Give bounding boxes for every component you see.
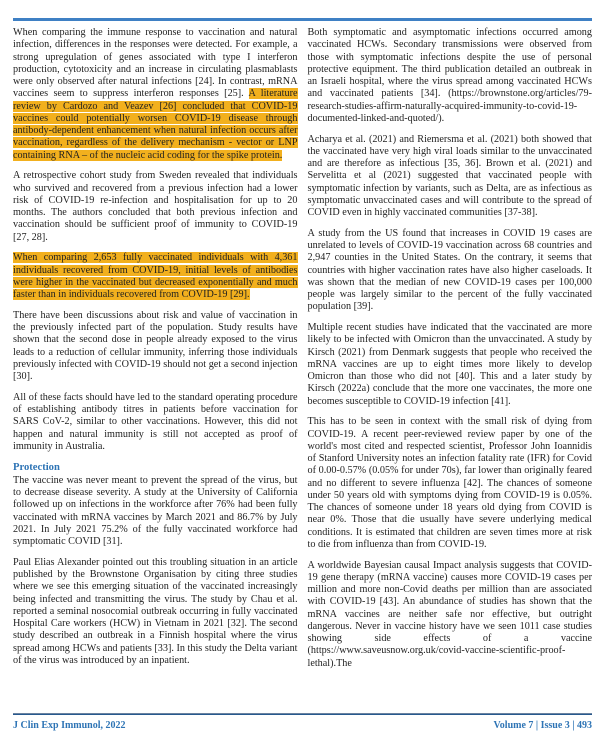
paragraph: Acharya et al. (2021) and Riemersma et al. (2021) both showed that the vaccinated have very high viral loads similar to the unvaccinated and are therefore as infectious [35, 36]. Brown et al. (2021) and Servelitta et al (2021) suggested that vaccinated people with symptomatic infection by variants, such as Delta, are as infectious as symptomatic unvaccinated cases and will contribute to the spread of COVID even in highly vaccinated communities [37-38].: [307, 133, 592, 218]
footer-rule: [13, 713, 592, 716]
paragraph: [13, 27, 298, 162]
highlighted-text: A literature review by Cardozo and Veazev [26] concluded that COVID-19 vaccines could potentially worsen COVID-19 disease through antibody-dependent enhancement when natural infection occurs after vaccination, regardless of the delivery mechanism - vector or LNP containing RNA – of the nucleic acid coding for the spike protein.: [13, 88, 298, 161]
two-column-body: [13, 27, 592, 705]
left-column: [13, 27, 298, 705]
paragraph: This has to be seen in context with the small risk of dying from COVID-19. A recent peer-reviewed review paper by one of the world's most cited and respected scientist, Professor John Ioannidis of Stanford University notes an infection fatality rate (IFR) for Covid of 0.00-0.57% (0.05% for under 70s), far lower than originally feared and no different to severe influenza [42]. The chances of someone under 50 years old with symptoms dying from COVID-19 is 0.05%. The chances of someone under 18 years old dying from COVID is near 0%. Those that die usually have severe underlying medical conditions. It is estimated that children are seven times more at risk to die from influenza than from COVID-19.: [307, 416, 592, 550]
right-column: [308, 27, 593, 705]
paragraph: The vaccine was never meant to prevent the spread of the virus, but to decrease disease severity. A study at the University of California followed up on infections in the workforce after 76% had been fully vaccinated with mRNA vaccines by March 2021 and 86.7% by July 2021. In July 2021 75.2% of the fully vaccinated workforce had symptomatic COVID [31].: [13, 474, 298, 547]
page-footer: [13, 713, 592, 732]
paragraph-text: When comparing the immune response to vaccination and natural infection, differences in the responses were detected. For example, a strong upregulation of genes associated with type I interferon production, cytotoxicity and an increase in circulating plasmablasts were only observed after natural infections [24]. In contrast, mRNA vaccines seem to suppress interferon responses [25].: [13, 27, 298, 100]
paragraph: [13, 252, 298, 301]
paragraph: A worldwide Bayesian causal Impact analysis suggests that COVID-19 gene therapy (mRNA vaccine) causes more COVID-19 cases per million and more non-Covid deaths per million than are associated with COVID-19 [43]. An abundance of studies has shown that the mRNA vaccines are neither safe nor effective, but outright dangerous. Never in vaccine history have we seen 1011 case studies showing side effects of a vaccine (https://www.saveusnow.org.uk/covid-vaccine-scientific-proof-lethal).The: [307, 559, 592, 669]
paragraph: Multiple recent studies have indicated that the vaccinated are more likely to be infected with Omicron than the unvaccinated. A study by Kirsch (2021) from Denmark suggests that people who received the mRNA vaccines are up to eight times more likely to develop Omicron than those who did not [40]. This and a later study by Kirsch (2022a) conclude that the more one vaccinates, the more one becomes susceptible to COVID-19 infection [41].: [307, 322, 592, 407]
paragraph: Both symptomatic and asymptomatic infections occurred among vaccinated HCWs. Secondary transmissions were observed from those with symptomatic infections despite the use of personal protective equipment. The third publication detailed an outbreak in an Israeli hospital, where the virus spread among vaccinated HCWs and vaccinated patients [34]. (https://brownstone.org/articles/79-research-studies-affirm-naturally-acquired-immunity-to-covid-19-documented-linked-and-quoted/).: [307, 27, 592, 124]
paragraph: All of these facts should have led to the standard operating procedure of establishing antibody titres in patients before vaccination for SARS CoV-2, similar to other vaccinations. However, this did not happen and natural immunity is still not accepted as proof of immunity in Australia.: [13, 391, 298, 452]
top-rule: [13, 18, 592, 21]
footer-journal: J Clin Exp Immunol, 2022: [13, 720, 126, 731]
footer-page-info: Volume 7 | Issue 3 | 493: [493, 720, 592, 731]
paragraph: A retrospective cohort study from Sweden revealed that individuals who survived and recovered from a previous infection had a lower risk of COVID-19 re-infection and hospitalisation for up to 20 months. The authors concluded that both previous infection and vaccination should be sufficient proof of immunity to COVID-19 [27, 28].: [13, 170, 298, 243]
paragraph: A study from the US found that increases in COVID 19 cases are unrelated to levels of COVID-19 vaccination across 68 countries and 2,947 counties in the United States. On the contrary, it seems that countries with higher vaccination rates have also higher caseloads. It was shown that the median of new COVID-19 cases per 100,000 people was largely similar to the percent of the fully vaccinated population [39].: [307, 227, 592, 313]
section-heading-protection: Protection: [13, 461, 60, 473]
highlighted-text: When comparing 2,653 fully vaccinated individuals with 4,361 individuals recovered from COVID-19, initial levels of antibodies were higher in the vaccinated but decreased exponentially and much faster than in individuals recovered from COVID-19 [29].: [13, 252, 298, 300]
paragraph: There have been discussions about risk and value of vaccination in the previously infected part of the population. Study results have shown that the second dose in people already exposed to the virus leads to a reduction of cellular immunity, inferring those individuals previously infected with COVID-19 should not get a second injection [30].: [13, 309, 298, 382]
paragraph: Paul Elias Alexander pointed out this troubling situation in an article published by the Brownstone Organisation by citing three studies where we see this emerging situation of the vaccinated increasingly being infected and transmitting the virus. The study by Chau et al. reported a seminal nosocomial outbreak occurring in fully vaccinated Hospital Care workers (HCW) in Vietnam in 2021 [32]. The second study described an outbreak in a Finnish hospital where the virus spread among HCWs and patients [33]. In this study the Delta variant of the virus was introduced by an inpatient.: [13, 556, 298, 666]
